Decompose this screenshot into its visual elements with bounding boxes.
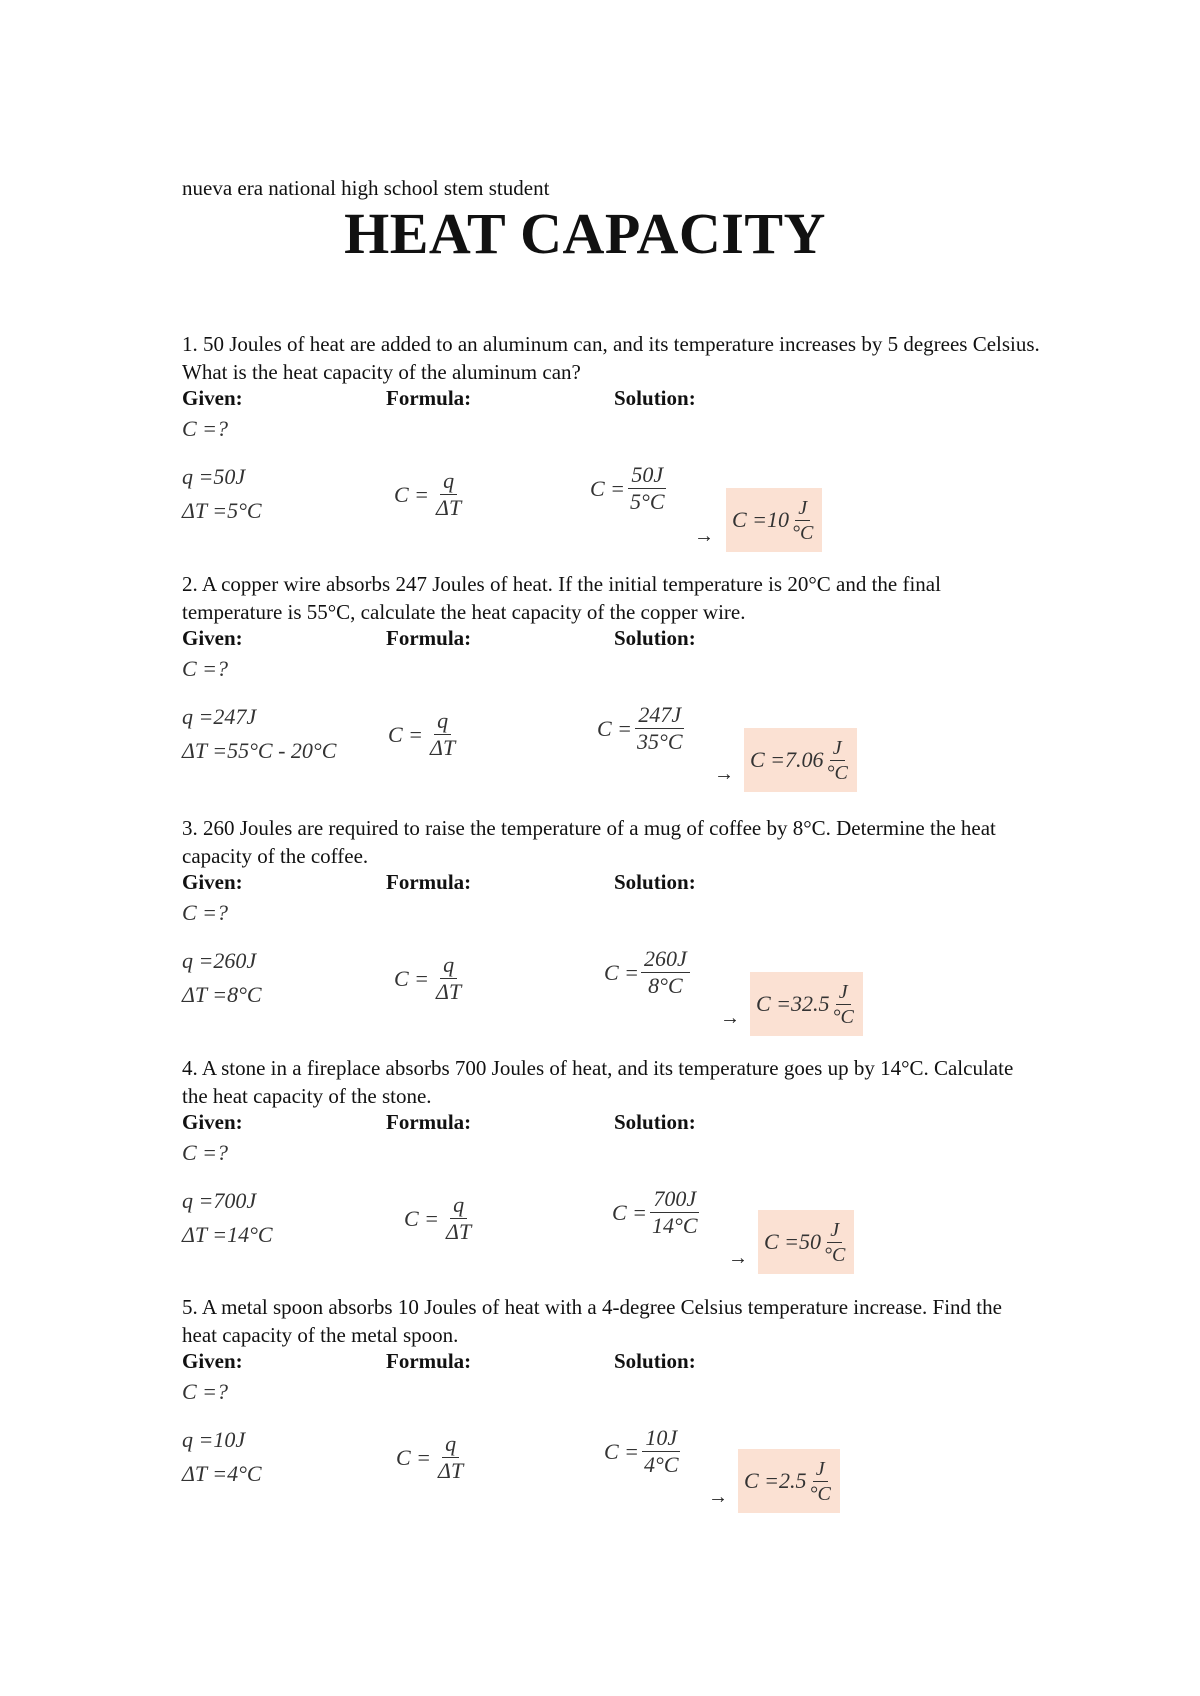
answer-unit-numerator: J: [813, 1459, 828, 1482]
given-unknown: C =?: [182, 656, 229, 681]
solution-expression: [590, 464, 668, 513]
solution-heading: Solution:: [614, 626, 696, 650]
formula-fraction: [427, 710, 458, 759]
author-line: nueva era national high school stem student: [182, 176, 550, 200]
formula-numerator: q: [434, 710, 451, 735]
answer-box: [744, 728, 857, 792]
formula-fraction: [443, 1194, 474, 1243]
solution-lhs: C =: [597, 715, 633, 741]
solution-expression: [604, 948, 690, 997]
arrow-icon: →: [720, 1007, 740, 1029]
formula-heading: Formula:: [386, 626, 472, 650]
given-heat: q =50J: [182, 464, 246, 489]
answer-box: [750, 972, 863, 1036]
solution-denominator: 8°C: [648, 973, 683, 998]
given-temp-change: ΔT =55°C - 20°C: [182, 738, 337, 763]
formula-heading: Formula:: [386, 386, 472, 410]
answer-lhs: C =2.5: [744, 1468, 807, 1493]
solution-numerator: 700J: [650, 1188, 699, 1213]
solution-denominator: 5°C: [630, 489, 665, 514]
question-text: 4. A stone in a fireplace absorbs 700 Joules of heat, and its temperature goes up by 14°C. Calculate the heat capacity of the stone.: [182, 1056, 1014, 1108]
formula-lhs: C =: [394, 965, 430, 991]
given-temp-change: ΔT =8°C: [182, 982, 262, 1007]
answer-box: [758, 1210, 854, 1274]
arrow-icon: →: [728, 1247, 748, 1269]
answer-unit-denominator: °C: [832, 1005, 854, 1028]
answer-lhs: C =50: [764, 1229, 822, 1254]
column-headings: [182, 1110, 1042, 1136]
formula-denominator: ΔT: [436, 979, 462, 1004]
given-temp-change: ΔT =5°C: [182, 498, 262, 523]
formula-expression: [396, 1433, 466, 1482]
formula-expression: [388, 710, 458, 759]
given-heading: Given:: [182, 1110, 243, 1134]
solution-fraction: [627, 464, 667, 513]
formula-expression: [404, 1194, 474, 1243]
formula-denominator: ΔT: [446, 1219, 472, 1244]
solution-numerator: 260J: [641, 948, 690, 973]
given-unknown: C =?: [182, 1140, 229, 1165]
given-heading: Given:: [182, 626, 243, 650]
answer-unit-denominator: °C: [826, 761, 848, 784]
solution-lhs: C =: [604, 959, 640, 985]
answer-unit-denominator: °C: [792, 521, 814, 544]
column-headings: [182, 626, 1042, 652]
question-text: 5. A metal spoon absorbs 10 Joules of heat with a 4-degree Celsius temperature increase. Find the heat capacity of the metal spoon.: [182, 1295, 1002, 1347]
page-title: HEAT CAPACITY: [344, 201, 826, 266]
given-heat: q =10J: [182, 1427, 246, 1452]
given-temp-change: ΔT =14°C: [182, 1222, 273, 1247]
solution-heading: Solution:: [614, 1110, 696, 1134]
answer-unit-fraction: [789, 498, 816, 543]
answer-box: [738, 1449, 840, 1513]
answer-unit-denominator: °C: [824, 1243, 846, 1266]
given-heading: Given:: [182, 1349, 243, 1373]
formula-lhs: C =: [404, 1205, 440, 1231]
column-headings: [182, 870, 1042, 896]
given-unknown: C =?: [182, 900, 229, 925]
arrow-icon: →: [714, 763, 734, 785]
solution-lhs: C =: [590, 475, 626, 501]
formula-heading: Formula:: [386, 870, 472, 894]
problem-2: [182, 570, 1042, 785]
arrow-icon: →: [708, 1486, 728, 1508]
solution-fraction: [634, 704, 685, 753]
formula-expression: [394, 954, 464, 1003]
given-heading: Given:: [182, 870, 243, 894]
given-heading: Given:: [182, 386, 243, 410]
solution-denominator: 14°C: [652, 1213, 698, 1238]
solution-expression: [604, 1427, 682, 1476]
given-unknown: C =?: [182, 416, 229, 441]
formula-lhs: C =: [394, 481, 430, 507]
solution-fraction: [649, 1188, 700, 1237]
answer-lhs: C =32.5: [756, 991, 830, 1016]
formula-denominator: ΔT: [436, 495, 462, 520]
solution-lhs: C =: [604, 1438, 640, 1464]
solution-heading: Solution:: [614, 870, 696, 894]
formula-numerator: q: [442, 1433, 459, 1458]
solution-fraction: [641, 1427, 681, 1476]
answer-unit-numerator: J: [827, 1220, 842, 1243]
problem-5: [182, 1293, 1042, 1508]
problem-4: [182, 1054, 1042, 1269]
solution-heading: Solution:: [614, 386, 696, 410]
question-text: 3. 260 Joules are required to raise the temperature of a mug of coffee by 8°C. Determine the heat capacity of the coffee.: [182, 816, 996, 868]
question-text: 1. 50 Joules of heat are added to an aluminum can, and its temperature increases by 5 degrees Celsius. What is the heat capacity of the aluminum can?: [182, 332, 1040, 384]
formula-fraction: [435, 1433, 466, 1482]
solution-numerator: 247J: [635, 704, 684, 729]
given-heat: q =700J: [182, 1188, 257, 1213]
formula-fraction: [433, 470, 464, 519]
given-heat: q =260J: [182, 948, 257, 973]
answer-unit-fraction: [807, 1459, 834, 1504]
column-headings: [182, 1349, 1042, 1375]
column-headings: [182, 386, 1042, 412]
question-text: 2. A copper wire absorbs 247 Joules of heat. If the initial temperature is 20°C and the final temperature is 55°C, calculate the heat capacity of the copper wire.: [182, 572, 941, 624]
answer-lhs: C =10: [732, 507, 790, 532]
formula-numerator: q: [450, 1194, 467, 1219]
given-temp-change: ΔT =4°C: [182, 1461, 262, 1486]
given-heat: q =247J: [182, 704, 257, 729]
solution-lhs: C =: [612, 1199, 648, 1225]
formula-heading: Formula:: [386, 1110, 472, 1134]
solution-numerator: 10J: [642, 1427, 680, 1452]
problem-1: [182, 330, 1042, 547]
solution-numerator: 50J: [628, 464, 666, 489]
formula-denominator: ΔT: [430, 735, 456, 760]
answer-lhs: C =7.06: [750, 747, 824, 772]
solution-heading: Solution:: [614, 1349, 696, 1373]
solution-denominator: 35°C: [637, 729, 683, 754]
formula-fraction: [433, 954, 464, 1003]
problem-3: [182, 814, 1042, 1029]
arrow-icon: →: [694, 525, 714, 547]
answer-unit-fraction: [821, 1220, 848, 1265]
solution-denominator: 4°C: [644, 1452, 679, 1477]
solution-expression: [597, 704, 686, 753]
answer-unit-numerator: J: [795, 498, 810, 521]
given-unknown: C =?: [182, 1379, 229, 1404]
formula-expression: [394, 470, 464, 519]
answer-unit-numerator: J: [830, 738, 845, 761]
solution-expression: [612, 1188, 701, 1237]
answer-unit-denominator: °C: [809, 1482, 831, 1505]
formula-denominator: ΔT: [438, 1458, 464, 1483]
answer-box: [726, 488, 822, 552]
formula-heading: Formula:: [386, 1349, 472, 1373]
formula-numerator: q: [440, 954, 457, 979]
solution-fraction: [641, 948, 690, 997]
formula-lhs: C =: [396, 1444, 432, 1470]
formula-lhs: C =: [388, 721, 424, 747]
answer-unit-fraction: [830, 982, 857, 1027]
formula-numerator: q: [440, 470, 457, 495]
answer-unit-fraction: [824, 738, 851, 783]
answer-unit-numerator: J: [836, 982, 851, 1005]
